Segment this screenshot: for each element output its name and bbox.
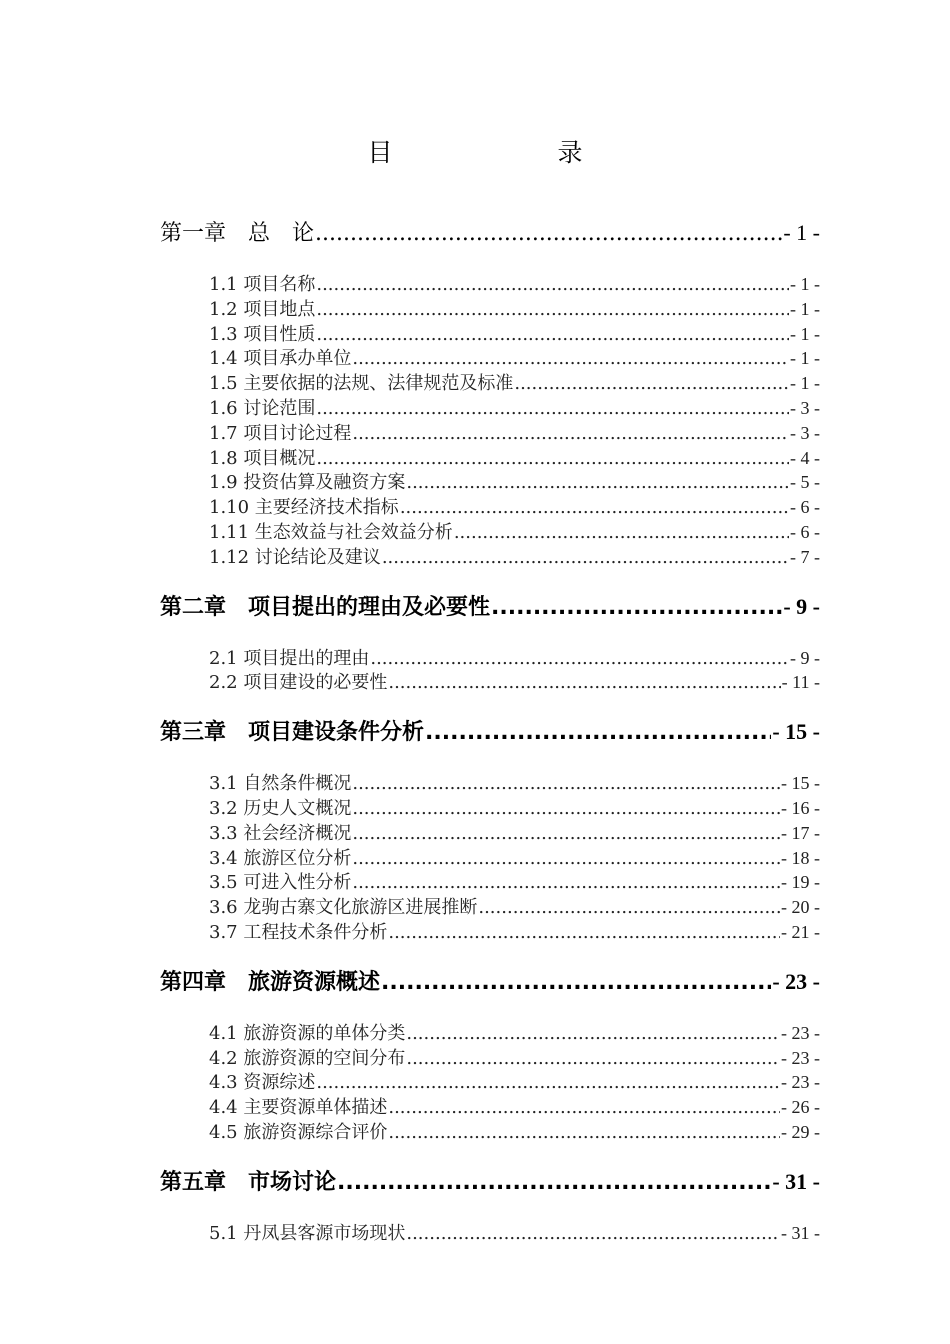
dot-leader bbox=[406, 1223, 780, 1244]
section-page-number: - 26 - bbox=[781, 1097, 820, 1118]
section-page-number: - 3 - bbox=[790, 422, 820, 443]
dot-leader bbox=[425, 720, 771, 745]
toc-section-entry[interactable] bbox=[209, 1118, 820, 1143]
chapter-title: 项目建设条件分析 bbox=[248, 720, 425, 746]
chapter-page-number: - 15 - bbox=[772, 719, 820, 745]
chapter-heading bbox=[160, 715, 424, 746]
chapter-page-number: - 31 - bbox=[772, 1168, 820, 1194]
dot-leader bbox=[406, 1048, 780, 1069]
section-title: 2.1 项目提出的理由 bbox=[209, 647, 370, 669]
dot-leader bbox=[352, 848, 780, 869]
toc-section-entry[interactable] bbox=[209, 668, 820, 693]
section-page-number: - 5 - bbox=[790, 472, 820, 493]
section-page-number: - 3 - bbox=[790, 397, 820, 418]
chapter-title: 市场讨论 bbox=[248, 1169, 337, 1195]
section-page-number: - 1 - bbox=[790, 298, 820, 319]
toc-section-entry[interactable] bbox=[209, 468, 820, 493]
dot-leader bbox=[406, 1023, 780, 1044]
section-page-number: - 9 - bbox=[790, 647, 820, 668]
chapter-page-number: - 9 - bbox=[783, 593, 820, 619]
section-page-number: - 31 - bbox=[781, 1222, 820, 1243]
section-title: 2.2 项目建设的必要性 bbox=[209, 672, 388, 694]
section-page-number: - 20 - bbox=[781, 897, 820, 918]
dot-leader bbox=[388, 922, 780, 943]
dot-leader bbox=[381, 970, 771, 995]
toc-section-entry[interactable] bbox=[209, 1068, 820, 1093]
dot-leader bbox=[316, 324, 789, 345]
toc-title: 目 录 bbox=[367, 138, 653, 167]
chapter-title: 旅游资源概述 bbox=[248, 969, 381, 995]
section-title: 4.5 旅游资源综合评价 bbox=[209, 1121, 388, 1143]
dot-leader bbox=[315, 221, 782, 246]
section-page-number: - 15 - bbox=[781, 773, 820, 794]
chapter-number: 第五章 bbox=[160, 1169, 227, 1195]
dot-leader bbox=[316, 299, 789, 320]
section-title: 1.4 项目承办单位 bbox=[209, 348, 352, 370]
section-page-number: - 29 - bbox=[781, 1121, 820, 1142]
chapter-heading bbox=[160, 590, 490, 621]
section-title: 1.8 项目概况 bbox=[209, 447, 316, 469]
toc-section-entry[interactable] bbox=[209, 644, 820, 669]
section-title: 1.11 生态效益与社会效益分析 bbox=[209, 521, 453, 543]
dot-leader bbox=[316, 274, 789, 295]
dot-leader bbox=[406, 472, 789, 493]
dot-leader bbox=[388, 672, 780, 693]
toc-section-entry[interactable] bbox=[209, 1019, 820, 1044]
chapter-heading bbox=[160, 965, 380, 996]
section-page-number: - 21 - bbox=[781, 921, 820, 942]
section-list bbox=[160, 1019, 820, 1143]
section-page-number: - 17 - bbox=[781, 822, 820, 843]
section-title: 1.3 项目性质 bbox=[209, 323, 316, 345]
toc-section-entry[interactable] bbox=[209, 394, 820, 419]
chapter-page-number: - 23 - bbox=[772, 968, 820, 994]
toc-section-entry[interactable] bbox=[209, 1044, 820, 1069]
dot-leader bbox=[316, 398, 789, 419]
dot-leader bbox=[316, 1072, 780, 1093]
section-title: 1.10 主要经济技术指标 bbox=[209, 497, 399, 519]
dot-leader bbox=[382, 547, 789, 568]
toc-section-entry[interactable] bbox=[209, 868, 820, 893]
section-page-number: - 19 - bbox=[781, 872, 820, 893]
toc-section-entry[interactable] bbox=[209, 893, 820, 918]
section-title: 1.7 项目讨论过程 bbox=[209, 422, 352, 444]
toc-section-entry[interactable] bbox=[209, 369, 820, 394]
section-title: 4.2 旅游资源的空间分布 bbox=[209, 1047, 406, 1069]
section-page-number: - 23 - bbox=[781, 1047, 820, 1068]
dot-leader bbox=[454, 522, 789, 543]
section-title: 1.1 项目名称 bbox=[209, 274, 316, 295]
section-page-number: - 1 - bbox=[790, 348, 820, 369]
dot-leader bbox=[337, 1170, 771, 1195]
section-title: 3.5 可进入性分析 bbox=[209, 872, 352, 894]
toc-chapter-entry[interactable] bbox=[160, 715, 820, 755]
section-page-number: - 18 - bbox=[781, 847, 820, 868]
dot-leader bbox=[400, 497, 789, 518]
section-page-number: - 1 - bbox=[790, 373, 820, 394]
toc-section-entry[interactable] bbox=[209, 794, 820, 819]
section-title: 3.7 工程技术条件分析 bbox=[209, 921, 388, 943]
table-of-contents bbox=[160, 216, 820, 1266]
toc-section-entry[interactable] bbox=[209, 270, 820, 295]
chapter-number: 第三章 bbox=[160, 720, 227, 746]
toc-chapter-entry[interactable] bbox=[160, 590, 820, 630]
chapter-heading bbox=[160, 216, 314, 247]
section-title: 5.1 丹凤县客源市场现状 bbox=[209, 1222, 406, 1244]
dot-leader bbox=[316, 448, 789, 469]
section-page-number: - 16 - bbox=[781, 797, 820, 818]
section-title: 3.1 自然条件概况 bbox=[209, 773, 352, 795]
section-title: 1.6 讨论范围 bbox=[209, 397, 316, 419]
section-title: 1.9 投资估算及融资方案 bbox=[209, 472, 406, 494]
chapter-number: 第四章 bbox=[160, 969, 227, 995]
toc-section-entry[interactable] bbox=[209, 518, 820, 543]
toc-section-entry[interactable] bbox=[209, 419, 820, 444]
section-title: 1.5 主要依据的法规、法律规范及标准 bbox=[209, 373, 514, 395]
toc-section-entry[interactable] bbox=[209, 295, 820, 320]
section-list bbox=[160, 1219, 820, 1244]
toc-section-entry[interactable] bbox=[209, 344, 820, 369]
dot-leader bbox=[352, 348, 789, 369]
section-title: 1.2 项目地点 bbox=[209, 298, 316, 320]
section-page-number: - 1 - bbox=[790, 274, 820, 294]
section-page-number: - 4 - bbox=[790, 447, 820, 468]
dot-leader bbox=[352, 773, 780, 794]
chapter-title: 项目提出的理由及必要性 bbox=[248, 594, 491, 620]
section-title: 3.2 历史人文概况 bbox=[209, 797, 352, 819]
dot-leader bbox=[352, 798, 780, 819]
toc-chapter-entry[interactable] bbox=[160, 965, 820, 1005]
toc-section-entry[interactable] bbox=[209, 493, 820, 518]
chapter-number: 第二章 bbox=[160, 594, 227, 620]
toc-section-entry[interactable] bbox=[209, 1219, 820, 1244]
section-list bbox=[160, 769, 820, 943]
dot-leader bbox=[352, 423, 789, 444]
section-title: 3.3 社会经济概况 bbox=[209, 822, 352, 844]
section-list bbox=[160, 644, 820, 694]
dot-leader bbox=[514, 373, 789, 394]
chapter-page-number: - 1 - bbox=[783, 220, 820, 245]
toc-section-entry[interactable] bbox=[209, 918, 820, 943]
section-title: 3.6 龙驹古寨文化旅游区进展推断 bbox=[209, 897, 478, 919]
toc-section-entry[interactable] bbox=[209, 320, 820, 345]
chapter-heading bbox=[160, 1165, 336, 1196]
section-page-number: - 6 - bbox=[790, 497, 820, 518]
section-page-number: - 6 - bbox=[790, 521, 820, 542]
toc-section-entry[interactable] bbox=[209, 769, 820, 794]
dot-leader bbox=[370, 648, 789, 669]
dot-leader bbox=[352, 823, 780, 844]
dot-leader bbox=[388, 1097, 780, 1118]
toc-section-entry[interactable] bbox=[209, 819, 820, 844]
section-list bbox=[160, 270, 820, 568]
toc-chapter-entry[interactable] bbox=[160, 216, 820, 256]
section-page-number: - 23 - bbox=[781, 1022, 820, 1043]
chapter-title: 总 论 bbox=[248, 221, 315, 246]
dot-leader bbox=[388, 1122, 780, 1143]
toc-section-entry[interactable] bbox=[209, 1093, 820, 1118]
dot-leader bbox=[491, 595, 782, 620]
section-title: 4.4 主要资源单体描述 bbox=[209, 1097, 388, 1119]
section-page-number: - 1 - bbox=[790, 323, 820, 344]
dot-leader bbox=[352, 872, 780, 893]
section-title: 3.4 旅游区位分析 bbox=[209, 847, 352, 869]
chapter-number: 第一章 bbox=[160, 221, 227, 246]
section-title: 4.3 资源综述 bbox=[209, 1072, 316, 1094]
section-page-number: - 11 - bbox=[781, 672, 820, 693]
toc-section-entry[interactable] bbox=[209, 444, 820, 469]
toc-section-entry[interactable] bbox=[209, 543, 820, 568]
dot-leader bbox=[478, 897, 780, 918]
section-title: 4.1 旅游资源的单体分类 bbox=[209, 1022, 406, 1044]
section-title: 1.12 讨论结论及建议 bbox=[209, 546, 381, 568]
section-page-number: - 23 - bbox=[781, 1072, 820, 1093]
toc-section-entry[interactable] bbox=[209, 844, 820, 869]
toc-chapter-entry[interactable] bbox=[160, 1165, 820, 1205]
section-page-number: - 7 - bbox=[790, 546, 820, 567]
